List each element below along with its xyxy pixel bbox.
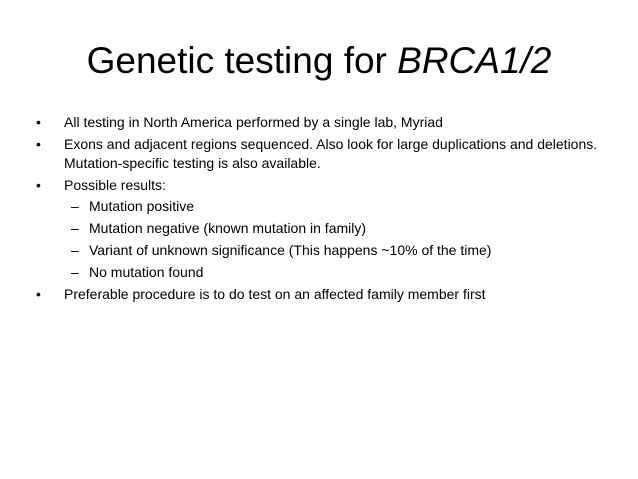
bullet-text: Exons and adjacent regions sequenced. Also look for large duplications and deletions. Mutation-specific testing is also available. [64,136,598,171]
bullet-list [34,113,614,307]
sub-bullet-item [64,241,614,260]
sub-bullet-item [64,197,614,216]
bullet-text: Possible results: [64,177,166,193]
sub-bullet-text: Mutation negative (known mutation in family) [89,220,367,236]
bullet-marker: • [36,286,41,302]
sub-bullet-item [64,263,614,282]
slide-title-gene: BRCA1/2 [397,40,552,81]
bullet-item [34,176,614,282]
slide-title [0,38,638,84]
dash-marker: – [71,264,79,280]
bullet-marker: • [36,136,41,152]
sub-bullet-list [64,197,614,282]
slide-title-text: Genetic testing for [86,40,398,81]
sub-bullet-text: No mutation found [89,264,204,280]
bullet-marker: • [36,114,41,130]
dash-marker: – [71,220,79,236]
bullet-item [34,113,614,132]
sub-bullet-text: Variant of unknown significance (This happens ~10% of the time) [89,242,492,258]
bullet-item [34,135,614,173]
bullet-item [34,285,614,304]
sub-bullet-text: Mutation positive [89,198,195,214]
sub-bullet-item [64,219,614,238]
bullet-text: Preferable procedure is to do test on an affected family member first [64,286,486,302]
dash-marker: – [71,198,79,214]
bullet-text: All testing in North America performed by a single lab, Myriad [64,114,443,130]
bullet-marker: • [36,177,41,193]
dash-marker: – [71,242,79,258]
